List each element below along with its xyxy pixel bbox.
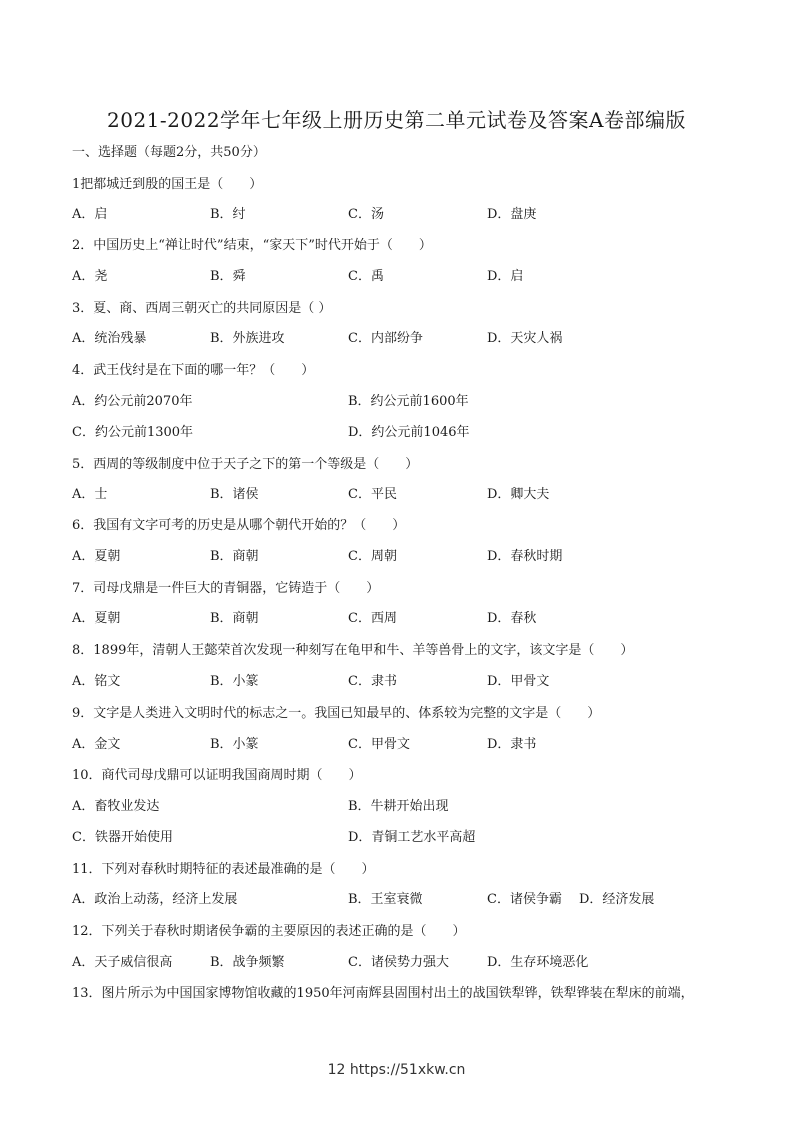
page-footer: 12 https://51xkw.cn: [327, 1062, 466, 1078]
option-c: C．诸侯势力强大: [348, 955, 449, 970]
question-stem: 9．文字是人类进入文明时代的标志之一。我国已知最早的、体系较为完整的文字是（ ）: [72, 706, 601, 721]
option-a: A．夏朝: [72, 611, 121, 626]
question-stem: 3．夏、商、西周三朝灭亡的共同原因是（ ）: [72, 301, 332, 316]
option-d: D．青铜工艺水平高超: [348, 830, 476, 845]
option-d: D．约公元前1046年: [348, 425, 470, 440]
option-d: D．天灾人祸: [487, 331, 563, 346]
section-heading: 一、选择题（每题2分，共50分）: [72, 145, 266, 160]
option-b: B．约公元前1600年: [348, 394, 469, 409]
option-c: C．平民: [348, 487, 397, 502]
question-stem: 6．我国有文字可考的历史是从哪个朝代开始的？（ ）: [72, 518, 406, 533]
option-c: C．周朝: [348, 549, 397, 564]
question-stem: 5．西周的等级制度中位于天子之下的第一个等级是（ ）: [72, 457, 419, 472]
question-stem: 1把都城迁到殷的国王是（ ）: [72, 177, 263, 192]
option-b: B．舜: [210, 269, 246, 284]
question-stem: 8．1899年，清朝人王懿荣首次发现一种刻写在龟甲和牛、羊等兽骨上的文字，该文字是（ ）: [72, 643, 634, 658]
option-a: A．启: [72, 207, 108, 222]
option-a: A．政治上动荡，经济上发展: [72, 892, 238, 907]
option-b: B．诸侯: [210, 487, 259, 502]
question-stem: 7．司母戊鼎是一件巨大的青铜器，它铸造于（ ）: [72, 581, 380, 596]
option-b: B．外族进攻: [210, 331, 285, 346]
option-d: D．生存环境恶化: [487, 955, 589, 970]
option-a: A．夏朝: [72, 549, 121, 564]
option-a: A．士: [72, 487, 108, 502]
question-stem: 13．图片所示为中国国家博物馆收藏的1950年河南辉县固围村出土的战国铁犁铧，铁犁铧装在犁床的前端，: [72, 986, 694, 1001]
option-c: C．甲骨文: [348, 737, 410, 752]
option-d: D．甲骨文: [487, 674, 550, 689]
option-b: B．王室衰微: [348, 892, 423, 907]
option-d: D．经济发展: [579, 892, 655, 907]
question-stem: 10．商代司母戊鼎可以证明我国商周时期（ ）: [72, 768, 362, 783]
option-c: C．约公元前1300年: [72, 425, 194, 440]
question-stem: 11．下列对春秋时期特征的表述最准确的是（ ）: [72, 862, 375, 877]
option-d: D．隶书: [487, 737, 537, 752]
option-d: D．卿大夫: [487, 487, 550, 502]
option-c: C．汤: [348, 207, 384, 222]
option-d: D．启: [487, 269, 524, 284]
option-b: B．小篆: [210, 674, 259, 689]
option-a: A．天子威信很高: [72, 955, 173, 970]
option-b: B．商朝: [210, 611, 259, 626]
option-c: C．内部纷争: [348, 331, 423, 346]
option-b: B．战争频繁: [210, 955, 285, 970]
option-a: A．统治残暴: [72, 331, 147, 346]
option-d: D．盘庚: [487, 207, 537, 222]
option-a: A．尧: [72, 269, 108, 284]
option-a: A．金文: [72, 737, 121, 752]
option-a: A．约公元前2070年: [72, 394, 193, 409]
option-b: B．纣: [210, 207, 246, 222]
option-a: A．畜牧业发达: [72, 799, 160, 814]
option-c: C．禹: [348, 269, 384, 284]
option-b: B．商朝: [210, 549, 259, 564]
question-stem: 2．中国历史上“禅让时代”结束，“家天下”时代开始于（ ）: [72, 238, 432, 253]
option-c: C．隶书: [348, 674, 397, 689]
option-b: B．牛耕开始出现: [348, 799, 449, 814]
option-a: A．铭文: [72, 674, 121, 689]
option-c: C．西周: [348, 611, 397, 626]
option-d: D．春秋时期: [487, 549, 563, 564]
option-d: D．春秋: [487, 611, 537, 626]
option-c: C．铁器开始使用: [72, 830, 173, 845]
option-b: B．小篆: [210, 737, 259, 752]
page-title: 2021-2022学年七年级上册历史第二单元试卷及答案A卷部编版: [107, 108, 686, 132]
question-stem: 4．武王伐纣是在下面的哪一年？（ ）: [72, 363, 315, 378]
option-c: C．诸侯争霸: [487, 892, 562, 907]
question-stem: 12．下列关于春秋时期诸侯争霸的主要原因的表述正确的是（ ）: [72, 924, 466, 939]
